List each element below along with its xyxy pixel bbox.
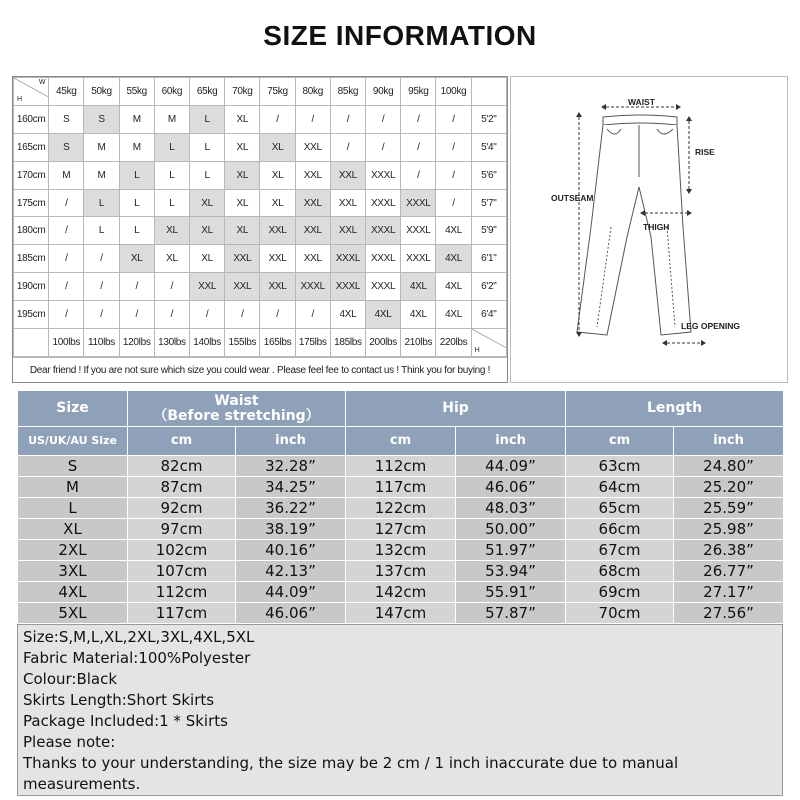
size-cell: / — [330, 105, 365, 133]
size-row — [18, 456, 784, 477]
size-cell: 4XL — [401, 273, 436, 301]
height-cm-cell: 165cm — [14, 133, 49, 161]
info-note-label: Please note: — [23, 733, 116, 751]
size-cell-size: 4XL — [18, 582, 128, 603]
size-cell: / — [154, 301, 189, 329]
size-cell-hip-in: 48.03” — [456, 498, 566, 519]
size-cell-len-in: 27.56” — [674, 603, 784, 624]
size-cell: XXXL — [401, 217, 436, 245]
size-header: Size — [18, 391, 128, 427]
size-cell: XXXL — [366, 273, 401, 301]
size-cell-len-in: 26.77” — [674, 561, 784, 582]
size-cell-size: XL — [18, 519, 128, 540]
size-cell-size: 5XL — [18, 603, 128, 624]
size-measurement-table — [17, 390, 784, 624]
size-cell-waist-cm: 102cm — [128, 540, 236, 561]
grid-row — [14, 217, 507, 245]
height-ft-cell: 6'2" — [471, 273, 506, 301]
size-row — [18, 582, 784, 603]
height-cm-cell: 160cm — [14, 105, 49, 133]
size-cell-size: M — [18, 477, 128, 498]
size-cell: / — [119, 301, 154, 329]
size-cell-len-in: 24.80” — [674, 456, 784, 477]
size-cell-waist-in: 40.16” — [236, 540, 346, 561]
size-cell: XXXL — [366, 161, 401, 189]
size-cell-waist-in: 38.19” — [236, 519, 346, 540]
weight-kg-header: 75kg — [260, 78, 295, 106]
height-ft-cell: 5'2" — [471, 105, 506, 133]
size-cell: S — [49, 105, 84, 133]
size-cell-len-in: 25.59” — [674, 498, 784, 519]
size-cell-hip-in: 55.91” — [456, 582, 566, 603]
size-cell: XXXL — [330, 273, 365, 301]
size-cell: XXL — [330, 189, 365, 217]
size-cell-hip-in: 53.94” — [456, 561, 566, 582]
height-ft-cell: 5'4" — [471, 133, 506, 161]
size-cell: XXL — [295, 217, 330, 245]
size-cell: L — [190, 133, 225, 161]
size-cell: / — [436, 161, 471, 189]
size-cell: / — [84, 245, 119, 273]
size-cell: XL — [260, 161, 295, 189]
size-cell-waist-cm: 117cm — [128, 603, 236, 624]
grid-blank-header — [471, 78, 506, 106]
hip-cm-header: cm — [346, 427, 456, 456]
size-cell: XXL — [295, 189, 330, 217]
size-cell: L — [190, 105, 225, 133]
waist-cm-header: cm — [128, 427, 236, 456]
info-sizes: Size:S,M,L,XL,2XL,3XL,4XL,5XL — [23, 628, 255, 646]
size-cell: M — [119, 105, 154, 133]
weight-lbs-cell: 200lbs — [366, 329, 401, 357]
size-cell-waist-in: 32.28” — [236, 456, 346, 477]
hip-header: Hip — [346, 391, 566, 427]
size-cell: / — [225, 301, 260, 329]
size-cell-len-cm: 65cm — [566, 498, 674, 519]
grid-row — [14, 301, 507, 329]
size-cell-len-cm: 67cm — [566, 540, 674, 561]
weight-kg-header: 65kg — [190, 78, 225, 106]
size-cell: XXXL — [401, 245, 436, 273]
grid-header-row — [14, 78, 507, 106]
weight-lbs-cell: 155lbs — [225, 329, 260, 357]
size-cell: L — [154, 161, 189, 189]
size-cell: / — [436, 133, 471, 161]
size-cell: XL — [225, 189, 260, 217]
waist-inch-header: inch — [236, 427, 346, 456]
size-cell-size: S — [18, 456, 128, 477]
size-cell: 4XL — [436, 301, 471, 329]
weight-lbs-cell: 165lbs — [260, 329, 295, 357]
grid-row — [14, 161, 507, 189]
size-cell-waist-cm: 92cm — [128, 498, 236, 519]
size-cell: / — [366, 105, 401, 133]
size-cell: XXL — [260, 245, 295, 273]
size-cell-len-in: 25.98” — [674, 519, 784, 540]
weight-lbs-cell: 175lbs — [295, 329, 330, 357]
height-ft-cell: 5'9" — [471, 217, 506, 245]
size-cell: XXL — [260, 273, 295, 301]
size-cell: 4XL — [436, 273, 471, 301]
height-cm-cell: 180cm — [14, 217, 49, 245]
height-ft-cell: 5'7" — [471, 189, 506, 217]
size-cell: XXL — [225, 245, 260, 273]
size-cell: XXL — [295, 245, 330, 273]
size-cell-hip-in: 51.97” — [456, 540, 566, 561]
size-cell: / — [154, 273, 189, 301]
waist-label: WAIST — [628, 97, 655, 107]
size-row — [18, 519, 784, 540]
weight-kg-header: 60kg — [154, 78, 189, 106]
info-length: Skirts Length:Short Skirts — [23, 691, 215, 709]
info-colour: Colour:Black — [23, 670, 118, 688]
size-cell: M — [119, 133, 154, 161]
size-cell: L — [154, 133, 189, 161]
height-cm-cell: 175cm — [14, 189, 49, 217]
size-cell: / — [366, 133, 401, 161]
size-cell: XL — [225, 217, 260, 245]
size-cell: L — [119, 189, 154, 217]
corner-weight-label: W — [38, 79, 46, 86]
size-cell: / — [401, 105, 436, 133]
grid-row — [14, 245, 507, 273]
size-row — [18, 498, 784, 519]
size-cell-hip-cm: 142cm — [346, 582, 456, 603]
size-cell-waist-in: 34.25” — [236, 477, 346, 498]
size-cell: XL — [190, 245, 225, 273]
weight-kg-header: 80kg — [295, 78, 330, 106]
size-cell: XL — [225, 105, 260, 133]
size-cell: / — [295, 301, 330, 329]
size-cell-waist-cm: 87cm — [128, 477, 236, 498]
size-cell-hip-in: 44.09” — [456, 456, 566, 477]
size-cell: 4XL — [436, 245, 471, 273]
height-ft-cell: 6'1" — [471, 245, 506, 273]
waist-header-label: Waist — [214, 392, 259, 409]
size-cell: / — [49, 301, 84, 329]
region-size-header: US/UK/AU Size — [18, 427, 128, 456]
size-cell: L — [84, 189, 119, 217]
size-cell-waist-in: 46.06” — [236, 603, 346, 624]
corner-lbs-label: H — [474, 347, 480, 354]
size-cell: XXL — [260, 217, 295, 245]
size-cell-len-cm: 69cm — [566, 582, 674, 603]
length-inch-header: inch — [674, 427, 784, 456]
size-cell-waist-cm: 82cm — [128, 456, 236, 477]
size-cell: M — [154, 105, 189, 133]
info-fabric: Fabric Material:100%Polyester — [23, 649, 251, 667]
weight-kg-header: 85kg — [330, 78, 365, 106]
size-cell-waist-cm: 107cm — [128, 561, 236, 582]
size-cell-len-cm: 63cm — [566, 456, 674, 477]
length-cm-header: cm — [566, 427, 674, 456]
size-cell: XXL — [330, 161, 365, 189]
size-cell: L — [119, 161, 154, 189]
size-grid-table — [13, 77, 507, 357]
size-cell: XL — [260, 189, 295, 217]
size-cell: / — [260, 105, 295, 133]
size-cell-len-in: 26.38” — [674, 540, 784, 561]
size-cell-waist-cm: 112cm — [128, 582, 236, 603]
size-cell-size: 3XL — [18, 561, 128, 582]
size-cell-waist-in: 42.13” — [236, 561, 346, 582]
size-cell: M — [84, 161, 119, 189]
size-cell-hip-cm: 112cm — [346, 456, 456, 477]
size-cell: XXXL — [401, 189, 436, 217]
size-cell-hip-cm: 122cm — [346, 498, 456, 519]
size-cell: / — [49, 217, 84, 245]
size-cell-size: L — [18, 498, 128, 519]
size-cell: / — [295, 105, 330, 133]
size-cell: / — [49, 245, 84, 273]
size-cell: XXL — [295, 161, 330, 189]
grid-row — [14, 105, 507, 133]
size-cell: L — [84, 217, 119, 245]
size-cell-len-in: 25.20” — [674, 477, 784, 498]
grid-corner-lbs — [471, 329, 506, 357]
weight-height-grid — [12, 76, 508, 383]
size-cell: XXXL — [330, 245, 365, 273]
hip-inch-header: inch — [456, 427, 566, 456]
size-cell: 4XL — [366, 301, 401, 329]
size-cell: XL — [119, 245, 154, 273]
size-cell: / — [401, 161, 436, 189]
size-cell: 4XL — [330, 301, 365, 329]
size-cell-hip-cm: 137cm — [346, 561, 456, 582]
weight-lbs-cell: 110lbs — [84, 329, 119, 357]
weight-kg-header: 55kg — [119, 78, 154, 106]
size-cell: / — [84, 273, 119, 301]
size-cell: / — [401, 133, 436, 161]
waist-header — [128, 391, 346, 427]
weight-kg-header: 90kg — [366, 78, 401, 106]
size-cell: XL — [225, 133, 260, 161]
size-row — [18, 477, 784, 498]
size-cell: XL — [260, 133, 295, 161]
size-cell: L — [190, 161, 225, 189]
size-cell-hip-in: 57.87” — [456, 603, 566, 624]
size-cell: M — [84, 133, 119, 161]
size-cell-hip-in: 46.06” — [456, 477, 566, 498]
size-cell: XL — [154, 217, 189, 245]
weight-lbs-cell: 140lbs — [190, 329, 225, 357]
weight-lbs-cell: 130lbs — [154, 329, 189, 357]
weight-lbs-cell: 210lbs — [401, 329, 436, 357]
size-cell-len-cm: 68cm — [566, 561, 674, 582]
weight-kg-header: 100kg — [436, 78, 471, 106]
weight-lbs-cell: 220lbs — [436, 329, 471, 357]
size-cell-len-cm: 66cm — [566, 519, 674, 540]
size-cell: XL — [190, 189, 225, 217]
size-cell-len-in: 27.17” — [674, 582, 784, 603]
size-cell: 4XL — [436, 217, 471, 245]
height-cm-cell: 195cm — [14, 301, 49, 329]
weight-kg-header: 95kg — [401, 78, 436, 106]
size-cell: / — [49, 189, 84, 217]
size-cell: XXL — [225, 273, 260, 301]
size-cell-hip-cm: 147cm — [346, 603, 456, 624]
weight-lbs-cell: 185lbs — [330, 329, 365, 357]
size-cell-hip-cm: 132cm — [346, 540, 456, 561]
size-cell: XXL — [295, 133, 330, 161]
size-cell: M — [49, 161, 84, 189]
height-cm-cell: 170cm — [14, 161, 49, 189]
size-cell: / — [49, 273, 84, 301]
size-cell: / — [119, 273, 154, 301]
weight-lbs-cell: 100lbs — [49, 329, 84, 357]
product-info — [17, 624, 783, 796]
size-cell-waist-in: 36.22” — [236, 498, 346, 519]
height-cm-cell: 185cm — [14, 245, 49, 273]
size-cell: L — [119, 217, 154, 245]
size-cell: XXXL — [295, 273, 330, 301]
size-cell-waist-in: 44.09” — [236, 582, 346, 603]
size-cell: 4XL — [401, 301, 436, 329]
weight-kg-header: 50kg — [84, 78, 119, 106]
size-cell: / — [436, 189, 471, 217]
size-cell: XL — [225, 161, 260, 189]
grid-row — [14, 189, 507, 217]
info-note: Thanks to your understanding, the size may be 2 cm / 1 inch inaccurate due to manual measurements. — [23, 754, 679, 793]
weight-kg-header: 70kg — [225, 78, 260, 106]
size-cell: XL — [154, 245, 189, 273]
size-cell: XXXL — [366, 189, 401, 217]
size-cell-hip-cm: 117cm — [346, 477, 456, 498]
corner-height-label: H — [17, 95, 22, 103]
size-row — [18, 540, 784, 561]
size-cell: XL — [190, 217, 225, 245]
size-cell-waist-cm: 97cm — [128, 519, 236, 540]
size-cell: L — [154, 189, 189, 217]
waist-header-sub: （Before stretching） — [153, 407, 320, 424]
size-row — [18, 561, 784, 582]
length-header: Length — [566, 391, 784, 427]
size-cell-size: 2XL — [18, 540, 128, 561]
size-cell: / — [436, 105, 471, 133]
pants-diagram — [510, 76, 788, 383]
size-cell: XXXL — [366, 217, 401, 245]
grid-row — [14, 273, 507, 301]
height-ft-cell: 5'6" — [471, 161, 506, 189]
grid-row — [14, 133, 507, 161]
weight-lbs-cell: 120lbs — [119, 329, 154, 357]
outseam-label: OUTSEAM — [551, 193, 594, 203]
height-cm-cell: 190cm — [14, 273, 49, 301]
size-cell: S — [49, 133, 84, 161]
size-cell-len-cm: 64cm — [566, 477, 674, 498]
size-cell: / — [260, 301, 295, 329]
thigh-label: THIGH — [643, 222, 670, 232]
size-cell: / — [190, 301, 225, 329]
size-cell: XXXL — [366, 245, 401, 273]
size-row — [18, 603, 784, 624]
size-cell: XXL — [190, 273, 225, 301]
height-ft-cell: 6'4" — [471, 301, 506, 329]
weight-kg-header: 45kg — [49, 78, 84, 106]
grid-note: Dear friend ! If you are not sure which size you could wear . Please feel fee to contact us ! Think you for buying ! — [13, 357, 507, 382]
grid-lbs-row — [14, 329, 507, 357]
size-cell: XXL — [330, 217, 365, 245]
leg-opening-label: LEG OPENING — [681, 321, 741, 331]
size-cell: / — [330, 133, 365, 161]
size-cell: / — [84, 301, 119, 329]
size-cell-hip-cm: 127cm — [346, 519, 456, 540]
info-package: Package Included:1 * Skirts — [23, 712, 228, 730]
size-cell-hip-in: 50.00” — [456, 519, 566, 540]
page-title: SIZE INFORMATION — [263, 20, 537, 51]
rise-label: RISE — [695, 147, 715, 157]
grid-corner — [14, 78, 49, 106]
size-cell-len-cm: 70cm — [566, 603, 674, 624]
size-cell: S — [84, 105, 119, 133]
grid-blank-cell — [14, 329, 49, 357]
